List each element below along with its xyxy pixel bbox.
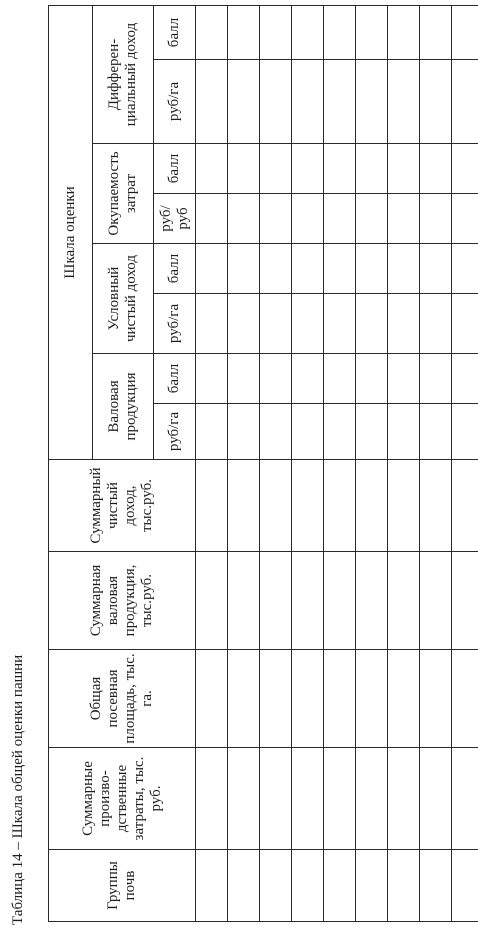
table-cell[interactable] [452, 60, 478, 144]
table-cell[interactable] [452, 552, 478, 650]
table-cell[interactable] [420, 294, 452, 354]
diff-ball-header: балл [154, 5, 196, 59]
table-cell[interactable] [260, 5, 292, 59]
table-cell[interactable] [388, 404, 420, 460]
table-cell[interactable] [228, 194, 260, 244]
table-cell[interactable] [228, 60, 260, 144]
table-cell[interactable] [420, 5, 452, 59]
table-cell[interactable] [356, 748, 388, 850]
table-cell[interactable] [356, 144, 388, 194]
table-cell[interactable] [292, 650, 324, 748]
table-cell[interactable] [452, 244, 478, 294]
table-row [388, 5, 420, 921]
table-cell[interactable] [228, 552, 260, 650]
table-cell[interactable] [324, 244, 356, 294]
table-cell[interactable] [452, 748, 478, 850]
gross-ball-header: балл [154, 354, 196, 404]
table-row [260, 5, 292, 921]
table-cell[interactable] [196, 460, 228, 552]
table-cell[interactable] [324, 144, 356, 194]
table-cell[interactable] [196, 244, 228, 294]
table-cell[interactable] [324, 552, 356, 650]
table-row [420, 5, 452, 921]
col-groups-header: Группы почв [49, 850, 196, 922]
table-cell[interactable] [420, 552, 452, 650]
table-cell[interactable] [420, 354, 452, 404]
gross-rub-ha-header: руб/га [154, 404, 196, 460]
table-cell[interactable] [260, 404, 292, 460]
table-cell[interactable] [228, 650, 260, 748]
table-row [356, 5, 388, 921]
table-cell[interactable] [420, 748, 452, 850]
net-ball-header: балл [154, 244, 196, 294]
table-cell[interactable] [292, 552, 324, 650]
table-cell[interactable] [260, 552, 292, 650]
table-cell[interactable] [228, 354, 260, 404]
payback-ball-header: балл [154, 144, 196, 194]
table-cell[interactable] [292, 60, 324, 144]
table-cell[interactable] [388, 5, 420, 59]
table-cell[interactable] [228, 404, 260, 460]
diff-rub-ha-header: руб/га [154, 60, 196, 144]
table-caption: Таблица 14 – Шкала общей оценки пашни [10, 654, 26, 925]
table-cell[interactable] [292, 404, 324, 460]
table-cell[interactable] [196, 354, 228, 404]
table-cell[interactable] [356, 194, 388, 244]
table-cell[interactable] [388, 552, 420, 650]
table-row [452, 5, 478, 921]
table-cell[interactable] [260, 354, 292, 404]
table-cell[interactable] [452, 650, 478, 748]
table-cell[interactable] [228, 5, 260, 59]
table-cell[interactable] [324, 650, 356, 748]
col-area-header: Общая посевная площадь, тыс. га. [49, 650, 196, 748]
table-cell[interactable] [420, 650, 452, 748]
table-cell[interactable] [292, 354, 324, 404]
table-cell[interactable] [324, 294, 356, 354]
table-cell[interactable] [452, 144, 478, 194]
table-cell[interactable] [452, 294, 478, 354]
table-cell[interactable] [388, 650, 420, 748]
table-cell[interactable] [324, 354, 356, 404]
table-cell[interactable] [324, 850, 356, 922]
table-cell[interactable] [196, 748, 228, 850]
table-cell[interactable] [260, 748, 292, 850]
table-cell[interactable] [356, 294, 388, 354]
table-cell[interactable] [388, 748, 420, 850]
table-cell[interactable] [292, 850, 324, 922]
table-cell[interactable] [452, 5, 478, 59]
payback-rub-rub-header: руб/руб [154, 194, 196, 244]
table-cell[interactable] [196, 404, 228, 460]
col-net-total-header: Суммарный чистый доход, тыс.руб. [49, 460, 196, 552]
table-cell[interactable] [356, 5, 388, 59]
table-cell[interactable] [324, 194, 356, 244]
table-cell[interactable] [324, 748, 356, 850]
table-cell[interactable] [292, 244, 324, 294]
table-cell[interactable] [388, 354, 420, 404]
table-cell[interactable] [292, 294, 324, 354]
table-cell[interactable] [196, 5, 228, 59]
table-cell[interactable] [356, 244, 388, 294]
table-cell[interactable] [260, 60, 292, 144]
table-cell[interactable] [420, 244, 452, 294]
table-cell[interactable] [420, 460, 452, 552]
table-cell[interactable] [228, 748, 260, 850]
col-costs-header: Суммарные произво-дственные затраты, тыс. руб. [49, 748, 196, 850]
scale-header: Шкала оценки [49, 5, 93, 459]
table-cell[interactable] [420, 404, 452, 460]
table-cell[interactable] [260, 650, 292, 748]
soil-rating-table-wrapper [48, 6, 475, 922]
table-body [196, 5, 478, 921]
table-cell[interactable] [196, 294, 228, 354]
table-cell[interactable] [388, 460, 420, 552]
table-cell[interactable] [356, 650, 388, 748]
net-rub-ha-header: руб/га [154, 294, 196, 354]
net-header: Условный чистый доход [93, 244, 154, 354]
table-cell[interactable] [228, 460, 260, 552]
table-cell[interactable] [420, 60, 452, 144]
table-cell[interactable] [196, 144, 228, 194]
table-cell[interactable] [228, 850, 260, 922]
table-cell[interactable] [388, 144, 420, 194]
table-cell[interactable] [420, 850, 452, 922]
table-cell[interactable] [292, 748, 324, 850]
table-cell[interactable] [260, 194, 292, 244]
table-cell[interactable] [452, 354, 478, 404]
table-cell[interactable] [356, 60, 388, 144]
table-cell[interactable] [324, 60, 356, 144]
col-gross-total-header: Суммарная валовая продукция, тыс.руб. [49, 552, 196, 650]
table-cell[interactable] [292, 144, 324, 194]
table-row [196, 5, 228, 921]
table-row [228, 5, 260, 921]
table-cell[interactable] [196, 552, 228, 650]
table-row [324, 5, 356, 921]
table-cell[interactable] [228, 244, 260, 294]
diff-header: Дифферен-циальный доход [93, 5, 154, 143]
table-cell[interactable] [324, 460, 356, 552]
table-cell[interactable] [388, 244, 420, 294]
table-cell[interactable] [324, 5, 356, 59]
table-cell[interactable] [260, 294, 292, 354]
table-cell[interactable] [196, 650, 228, 748]
table-cell[interactable] [260, 144, 292, 194]
table-cell[interactable] [260, 244, 292, 294]
table-cell[interactable] [260, 850, 292, 922]
table-cell[interactable] [292, 194, 324, 244]
table-cell[interactable] [356, 850, 388, 922]
table-cell[interactable] [228, 294, 260, 354]
table-cell[interactable] [420, 144, 452, 194]
table-cell[interactable] [292, 5, 324, 59]
table-row [292, 5, 324, 921]
table-cell[interactable] [356, 460, 388, 552]
table-cell[interactable] [324, 404, 356, 460]
table-cell[interactable] [356, 354, 388, 404]
gross-header: Валовая продукция [93, 354, 154, 460]
table-cell[interactable] [420, 194, 452, 244]
table-cell[interactable] [356, 552, 388, 650]
table-cell[interactable] [228, 144, 260, 194]
table-cell[interactable] [260, 460, 292, 552]
table-cell[interactable] [452, 460, 478, 552]
table-cell[interactable] [388, 850, 420, 922]
payback-header: Окупаемость затрат [93, 144, 154, 244]
table-cell[interactable] [452, 404, 478, 460]
table-cell[interactable] [452, 850, 478, 922]
table-cell[interactable] [452, 194, 478, 244]
table-cell[interactable] [388, 60, 420, 144]
table-cell[interactable] [196, 850, 228, 922]
table-cell[interactable] [388, 294, 420, 354]
table-cell[interactable] [356, 404, 388, 460]
table-cell[interactable] [196, 194, 228, 244]
table-cell[interactable] [388, 194, 420, 244]
table-cell[interactable] [196, 60, 228, 144]
soil-rating-table [48, 5, 478, 922]
table-cell[interactable] [292, 460, 324, 552]
